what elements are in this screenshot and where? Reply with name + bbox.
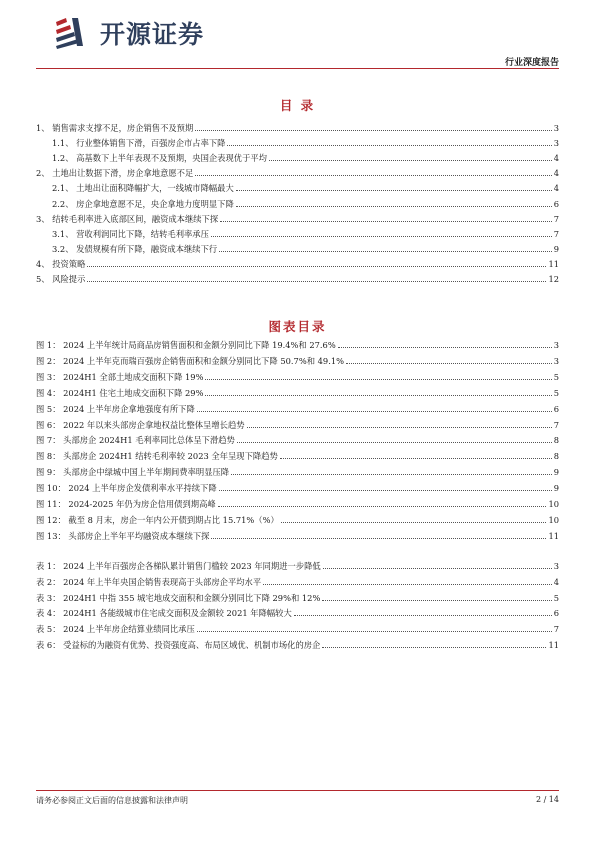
- toc-entry-page: 4: [553, 153, 559, 164]
- dot-leader: [195, 175, 551, 176]
- footer-page-number: 2 / 14: [535, 795, 559, 804]
- report-type-label: 行业深度报告: [504, 58, 559, 68]
- company-logo: [52, 16, 204, 50]
- figure-index-entry-page: 5: [553, 592, 559, 603]
- toc-entry-page: 3: [553, 123, 559, 133]
- toc-entry[interactable]: [36, 181, 559, 194]
- toc-entry-label: 1、 销售需求支撑不足，房企销售不及预期: [36, 123, 194, 133]
- toc-entry[interactable]: [36, 257, 559, 270]
- figure-index-entry[interactable]: [36, 433, 559, 446]
- figure-index-entry-page: 5: [553, 387, 559, 398]
- figure-index-entry-page: 11: [548, 640, 559, 651]
- toc-entry[interactable]: [36, 227, 559, 240]
- dot-leader: [281, 522, 547, 523]
- toc-entry-page: 7: [553, 213, 559, 224]
- dot-leader: [220, 221, 552, 222]
- figure-index-entry[interactable]: [36, 465, 559, 478]
- toc-entry-label: 3、 结转毛利率进入底部区间，融资成本继续下探: [36, 213, 219, 224]
- toc-entry-page: 6: [553, 198, 559, 209]
- figure-index-entry-label: 图 12： 截至 8 月末，房企一年内公开债到期占比 15.71%（%）: [36, 514, 279, 525]
- figure-index-entry[interactable]: [36, 370, 559, 383]
- figure-index-entry[interactable]: [36, 591, 559, 604]
- dot-leader: [323, 568, 552, 569]
- figure-index-entry-label: 图 6： 2022 年以来头部房企拿地权益比整体呈增长趋势: [36, 419, 245, 430]
- dot-leader: [237, 442, 552, 443]
- figure-index-entry-page: 3: [553, 340, 559, 350]
- figure-index-entry[interactable]: [36, 497, 559, 510]
- toc-entry-page: 12: [548, 274, 559, 284]
- toc-entry[interactable]: [36, 136, 559, 149]
- dot-leader: [236, 206, 552, 207]
- dot-leader: [322, 647, 546, 648]
- toc-entry-label: 2、 土地出让数据下滑，房企拿地意愿不足: [36, 168, 194, 179]
- toc-entry-label: 2.2、 房企拿地意愿不足，央企拿地力度明显下降: [52, 198, 234, 209]
- toc-entry[interactable]: [36, 151, 559, 164]
- dot-leader: [231, 474, 552, 475]
- toc-entry-page: 4: [553, 183, 559, 194]
- figure-index-entry[interactable]: [36, 559, 559, 572]
- toc-entry-label: 4、 投资策略: [36, 258, 86, 269]
- header-divider: [36, 68, 559, 69]
- figure-index-entry-label: 图 9： 头部房企中绿城中国上半年期间费率明显压降: [36, 467, 230, 478]
- figure-index-entry[interactable]: [36, 513, 559, 526]
- toc-entry-label: 1.2、 高基数下上半年表现不及预期，央国企表现优于平均: [52, 153, 267, 164]
- figure-index-entry-label: 表 5： 2024 上半年房企结算业绩同比承压: [36, 624, 195, 635]
- dot-leader: [205, 395, 551, 396]
- figure-index-entry-page: 3: [553, 560, 559, 571]
- figure-index-entry[interactable]: [36, 606, 559, 619]
- figure-index-entry[interactable]: [36, 481, 559, 494]
- figure-index-entry-label: 表 6： 受益标的为融资有优势、投资强度高、布局区域优、机制市场化的房企: [36, 640, 321, 651]
- figure-index-entry-page: 4: [553, 576, 559, 587]
- figure-index-entry-page: 8: [553, 451, 559, 462]
- toc-entry-label: 3.1、 营收利润同比下降，结转毛利率承压: [52, 228, 209, 239]
- figure-index-entry[interactable]: [36, 338, 559, 351]
- dot-leader: [218, 506, 547, 507]
- figure-index-entry-label: 表 3： 2024H1 中指 355 城宅地成交面积和金额分别同比下降 29%和 12%: [36, 592, 321, 603]
- toc-entry[interactable]: [36, 166, 559, 179]
- toc-entry-page: 3: [553, 138, 559, 149]
- figure-index-entry-page: 9: [553, 483, 559, 494]
- figure-index-entry-label: 图 3： 2024H1 全部土地成交面积下降 19%: [36, 371, 204, 382]
- figure-index-entry[interactable]: [36, 622, 559, 635]
- figure-index-entry-label: 图 10： 2024 上半年房企发债利率水平持续下降: [36, 483, 217, 494]
- figure-index-entry-label: 表 2： 2024 年上半年央国企销售表现高于头部房企平均水平: [36, 576, 262, 587]
- brand-logo-icon: [52, 16, 96, 50]
- figure-index-entry-label: 表 1： 2024 上半年百强房企各梯队累计销售门槛较 2023 年同期进一步降低: [36, 560, 321, 571]
- dot-leader: [227, 145, 551, 146]
- figure-index-entry-label: 图 1： 2024 上半年统计局商品房销售面积和金额分别同比下降 19.4%和 27.6%: [36, 340, 336, 350]
- figure-index-entry-label: 表 4： 2024H1 各能级城市住宅成交面积及金额较 2021 年降幅较大: [36, 608, 292, 619]
- toc-entry-label: 1.1、 行业整体销售下滑，百强房企市占率下降: [52, 138, 226, 149]
- dot-leader: [195, 130, 551, 131]
- figure-index-entry-label: 图 2： 2024 上半年克而瑞百强房企销售面积和金额分别同比下降 50.7%和 49.1%: [36, 355, 345, 366]
- dot-leader: [87, 266, 546, 267]
- dot-leader: [211, 538, 546, 539]
- figure-index-entry-page: 6: [553, 403, 559, 414]
- dot-leader: [197, 631, 552, 632]
- dot-leader: [346, 363, 552, 364]
- figure-index-entry-page: 7: [553, 419, 559, 430]
- toc-entry-page: 7: [553, 228, 559, 239]
- figure-index-entry-page: 7: [553, 624, 559, 635]
- figure-index-entry-page: 11: [548, 530, 559, 541]
- toc-entry[interactable]: [36, 212, 559, 225]
- dot-leader: [247, 427, 552, 428]
- dot-leader: [294, 615, 552, 616]
- dot-leader: [338, 347, 552, 348]
- figure-index-entry[interactable]: [36, 418, 559, 431]
- figure-index-entry-label: 图 13： 头部房企上半年平均融资成本继续下探: [36, 530, 210, 541]
- figure-index-entry[interactable]: [36, 386, 559, 399]
- dot-leader: [322, 600, 551, 601]
- dot-leader: [236, 190, 552, 191]
- figure-index-entry[interactable]: [36, 402, 559, 415]
- toc-entry-page: 9: [553, 243, 559, 254]
- toc-entry[interactable]: [36, 242, 559, 255]
- footer-divider: [36, 790, 559, 791]
- dot-leader: [269, 160, 552, 161]
- dot-leader: [211, 236, 552, 237]
- toc-entry-label: 5、 风险提示: [36, 274, 86, 284]
- toc-entry-label: 3.2、 发债规模有所下降，融资成本继续下行: [52, 243, 218, 254]
- figure-index-entry[interactable]: [36, 638, 559, 651]
- figure-index-entry-page: 5: [553, 371, 559, 382]
- dot-leader: [197, 411, 552, 412]
- figure-index-entry-page: 10: [548, 499, 559, 509]
- figure-index-entry-label: 图 11： 2024-2025 年仍为房企信用债到期高峰: [36, 499, 216, 509]
- toc-entry[interactable]: [36, 272, 559, 285]
- figure-index-entry-label: 图 4： 2024H1 住宅土地成交面积下降 29%: [36, 387, 204, 398]
- footer-disclaimer: 请务必参阅正文后面的信息披露和法律声明: [36, 796, 188, 805]
- dot-leader: [205, 379, 551, 380]
- toc-entry-label: 2.1、 土地出让面积降幅扩大，一线城市降幅最大: [52, 183, 234, 194]
- dot-leader: [219, 251, 552, 252]
- figure-index-entry-page: 10: [548, 514, 559, 525]
- figure-index-entry-label: 图 8： 头部房企 2024H1 结转毛利率较 2023 全年呈现下降趋势: [36, 451, 278, 462]
- figure-index-entry-label: 图 7： 头部房企 2024H1 毛利率同比总体呈下滑趋势: [36, 435, 235, 446]
- toc-entry[interactable]: [36, 121, 559, 134]
- dot-leader: [280, 458, 552, 459]
- toc-entry-page: 4: [553, 168, 559, 179]
- figure-index-entry-page: 9: [553, 467, 559, 478]
- figure-index-title: 图表目录: [268, 319, 327, 334]
- dot-leader: [219, 490, 552, 491]
- brand-name: 开源证券: [100, 20, 205, 49]
- figure-index-entry[interactable]: [36, 354, 559, 367]
- figure-index-entry-page: 8: [553, 435, 559, 446]
- figure-index-entry-label: 图 5： 2024 上半年房企拿地强度有所下降: [36, 403, 195, 414]
- figure-index-entry[interactable]: [36, 575, 559, 588]
- figure-index-entry[interactable]: [36, 529, 559, 542]
- figure-index-entry-page: 3: [553, 355, 559, 366]
- toc-entry-page: 11: [548, 258, 559, 269]
- toc-entry[interactable]: [36, 197, 559, 210]
- dot-leader: [87, 281, 546, 282]
- figure-index-entry[interactable]: [36, 449, 559, 462]
- toc-title: 目 录: [279, 98, 316, 113]
- figure-index-entry-page: 6: [553, 608, 559, 619]
- dot-leader: [263, 584, 552, 585]
